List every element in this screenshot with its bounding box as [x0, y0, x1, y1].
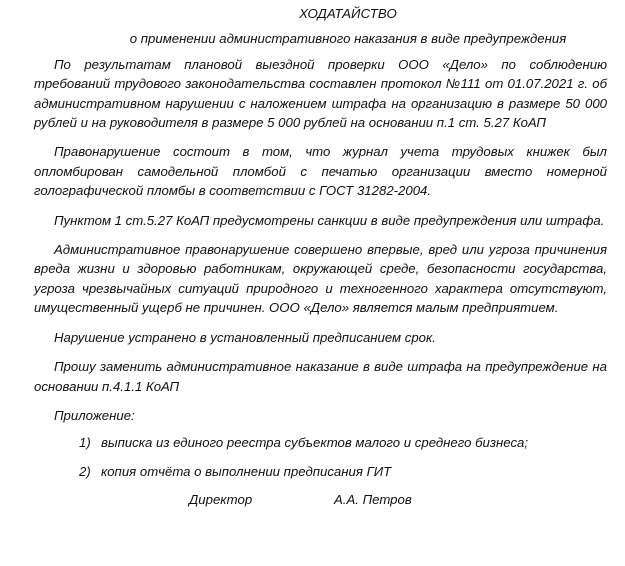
appendix-item-number: 2) — [79, 463, 91, 479]
document-subtitle: о применении административного наказания в виде предупреждения — [129, 31, 567, 47]
paragraph-inspection: По результатам плановой выездной проверки ООО «Дело» по соблюдению требований трудового законодательства составлен протокол №111 от 01.07.2021 г. об административном нарушении с наложением штрафа на организацию в размере 50 000 рублей и на руководителя в размере 5 000 рублей на основании п.1 ст. 5.27 КоАП — [34, 56, 607, 131]
appendix-item-text: выписка из единого реестра субъектов малого и среднего бизнеса; — [101, 435, 529, 451]
appendix-item-text: копия отчёта о выполнении предписания ГИТ — [101, 463, 392, 479]
paragraph-violation: Правонарушение состоит в том, что журнал учета трудовых книжек был опломбирован самодельной пломбой с печатью организации вместо номерной голографической пломбы в соответствии с ГОСТ 31282-2004. — [34, 144, 607, 199]
paragraph-remedied: Нарушение устранено в установленный предписанием срок. — [54, 329, 436, 345]
appendix-item — [34, 462, 607, 481]
signature-role: Директор — [189, 492, 253, 508]
paragraph-circumstances: Административное правонарушение совершено впервые, вред или угроза причинения вреда жизни и здоровью работникам, окружающей среде, безопасности государства, угроза чрезвычайных ситуаций природного и техногенного характера отсутствуют, имущественный ущерб не причинен. ООО «Дело» является малым предприятием. — [34, 242, 607, 316]
signature-block — [34, 490, 607, 509]
document-title: ХОДАТАЙСТВО — [299, 6, 397, 21]
signature-name: А.А. Петров — [334, 492, 412, 508]
appendix-list — [34, 433, 607, 481]
paragraph-sanctions: Пунктом 1 ст.5.27 КоАП предусмотрены санкции в виде предупреждения или штрафа. — [54, 212, 605, 228]
appendix-item — [34, 433, 607, 452]
appendix-item-number: 1) — [79, 435, 91, 451]
appendix-label: Приложение: — [54, 407, 135, 423]
paragraph-request: Прошу заменить административное наказание в виде штрафа на предупреждение на основании п.4.1.1 КоАП — [34, 359, 607, 394]
